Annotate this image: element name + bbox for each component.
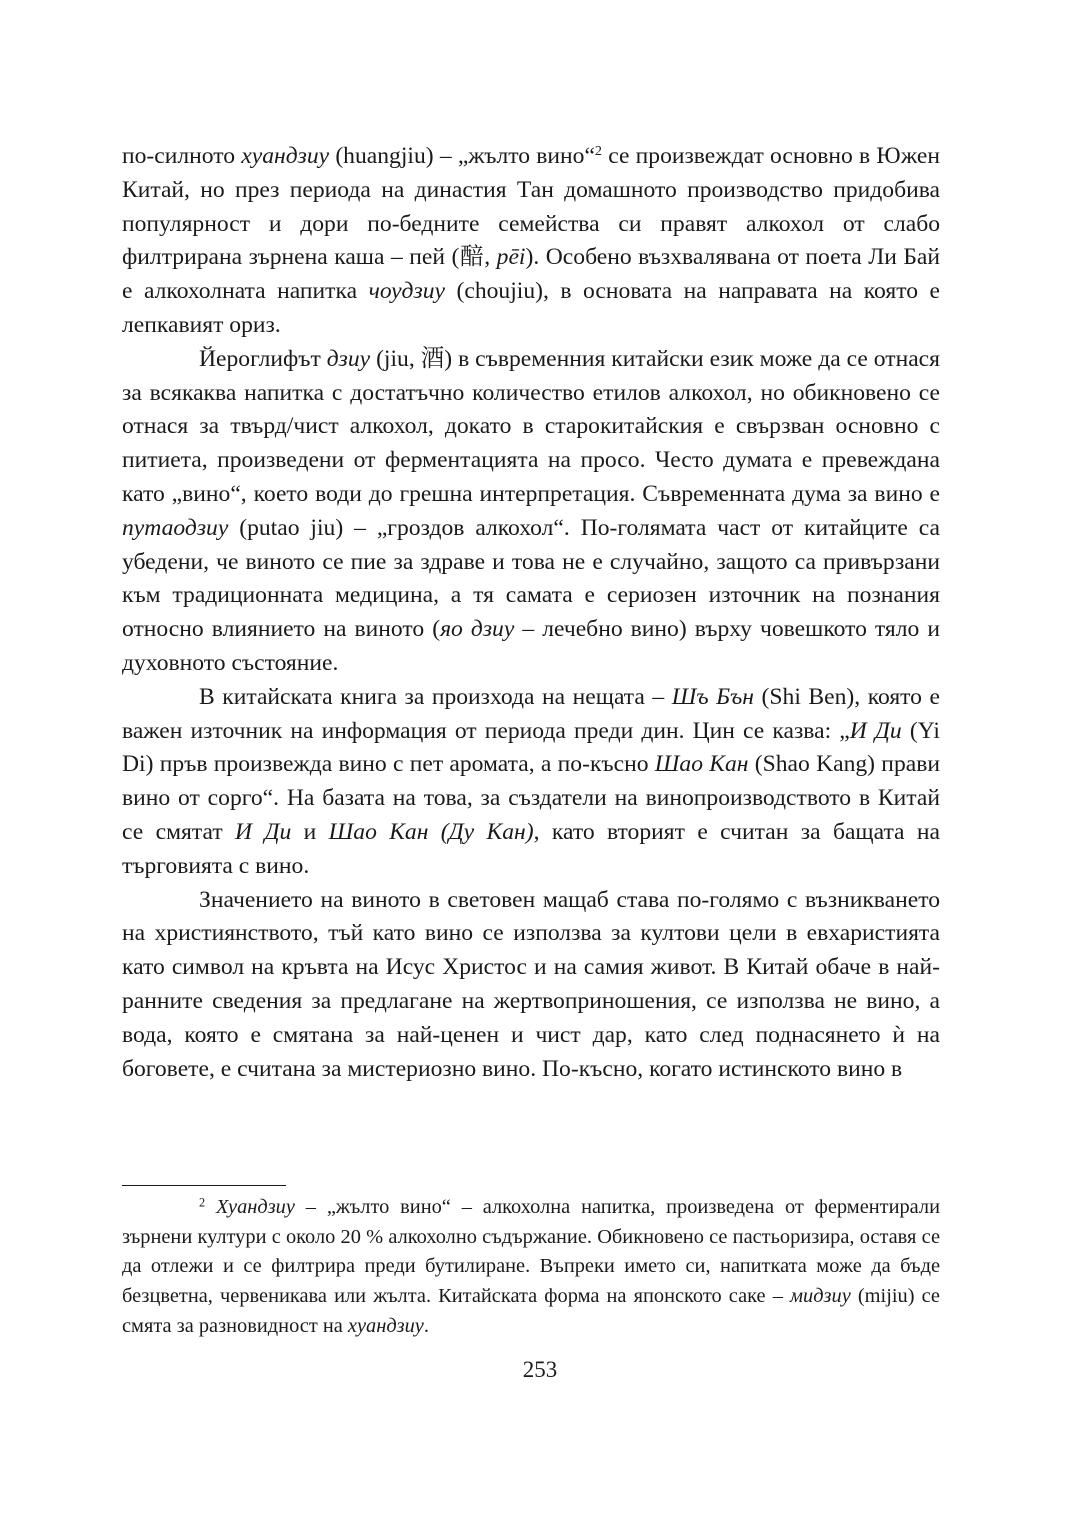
paragraph [122, 884, 940, 1087]
italic-term: мидзиу [790, 1285, 851, 1308]
italic-term: Шъ Бън [671, 683, 755, 710]
text-run: Значението на виното в световен мащаб става по-голямо с възникването на християнството, тъй като вино се използва за култови цели в евхаристията като символ на кръвта на Исус Христос и на самия живот. В Китай обаче в най-ранните сведения за предлагане на жертвоприношения, се използва не вино, а вода, която е смятана за най-ценен и чист дар, като след поднасянето ѝ на боговете, е считана за мистериозно вино. По-късно, когато истинското вино в [122, 886, 940, 1082]
text-run: 醅 [459, 244, 485, 271]
text-run: (huangjiu) – „жълто вино“ [329, 143, 595, 169]
text-run: (putao jiu) – „гроздов алкохол“. По-голямата част от китайците са убедени, че виното се пие за здраве и това не е случайно, защото са привързани към традиционната медицина, а тя самата е сериозен източник на познания относно влиянието на виното ( [122, 514, 940, 643]
text-run [205, 1196, 216, 1218]
text-run: , [484, 244, 497, 271]
italic-term: хуандзиу [241, 143, 330, 169]
text-run: ). Особено възхвалявана от поета Ли Бай е алкохолната напитка [122, 244, 940, 305]
text-run: се произвеждат основно в Южен Китай, но през периода на династия Тан домашното производство придобива популярност и дори по-бедните семейства си правят алкохол от слабо филтрирана зърнена каша – пей ( [122, 143, 940, 271]
text-run: (jiu, [370, 345, 421, 372]
text-run: – „жълто вино“ – алкохолна напитка, произведена от ферментирали зърнени култури с около 20 % алкохолно съдържание. Обикновено се пастьоризира, оставя се да отлежи и се филтрира преди бутилиране. Въпреки името си, напитката може да бъде безцветна, червеникава или жълта. Китайската форма на японското саке – [122, 1196, 940, 1308]
italic-term: чоудзиу [368, 278, 445, 305]
text-run: – лечебно вино) върху човешкото тяло и духовното състояние. [122, 616, 940, 676]
footnote-reference: 2 [199, 1195, 206, 1210]
footnote-separator [122, 1185, 286, 1186]
footnotes [122, 1193, 940, 1342]
italic-term: Шао Кан (Ду Кан) [328, 818, 534, 845]
italic-term: И Ди [849, 717, 902, 744]
text-run: Йероглифът [199, 345, 327, 372]
text-run: и [291, 818, 329, 845]
footnote-reference: 2 [594, 143, 602, 160]
text-run: по-силното [122, 143, 242, 169]
text-run: В китайската книга за произхода на нещата – [199, 683, 672, 710]
paragraph [122, 343, 940, 681]
text-run: (choujiu), в основата на направата на която е лепкавият ориз. [122, 278, 940, 338]
italic-term: хуандзиу [347, 1314, 424, 1337]
italic-term: путаодзиу [122, 514, 229, 541]
italic-term: Шао Кан [654, 751, 749, 778]
text-run: ) в съвременния китайски език може да се отнася за всякаква напитка с достатъчно количество етилов алкохол, но обикновено се отнася за твърд/чист алкохол, докато в старокитайския е свързван основно с питиета, произведени от ферментацията на просо. Често думата е превеждана като „вино“, което води до грешна интерпретация. Съвременната дума за вино е [122, 345, 940, 507]
text-run: (Shao Kang) прави вино от сорго“. На базата на това, за създатели на винопроизводството в Китай се смятат [122, 751, 940, 845]
text-run: 酒 [420, 345, 445, 372]
text-run: . [423, 1314, 429, 1337]
footnote [122, 1193, 940, 1342]
text-run: (Yi Di) пръв произвежда вино с пет аромата, а по-късно [122, 717, 940, 778]
paragraph [122, 140, 940, 343]
italic-term: Хуандзиу [216, 1196, 295, 1218]
page-number: 253 [522, 1357, 558, 1382]
text-run: (Shi Ben), която е важен източник на информация от периода преди дин. Цин се казва: „ [122, 683, 940, 744]
italic-term: яо дзиу [440, 616, 515, 643]
text-run: (mijiu) се смята за разновидност на [122, 1285, 940, 1337]
text-run: , като вторият е считан за бащата на търговията с вино. [122, 818, 940, 879]
main-text [122, 140, 940, 1086]
italic-term: И Ди [235, 818, 292, 845]
italic-term: pēi [496, 244, 526, 271]
paragraph [122, 681, 940, 884]
italic-term: дзиу [326, 345, 371, 372]
